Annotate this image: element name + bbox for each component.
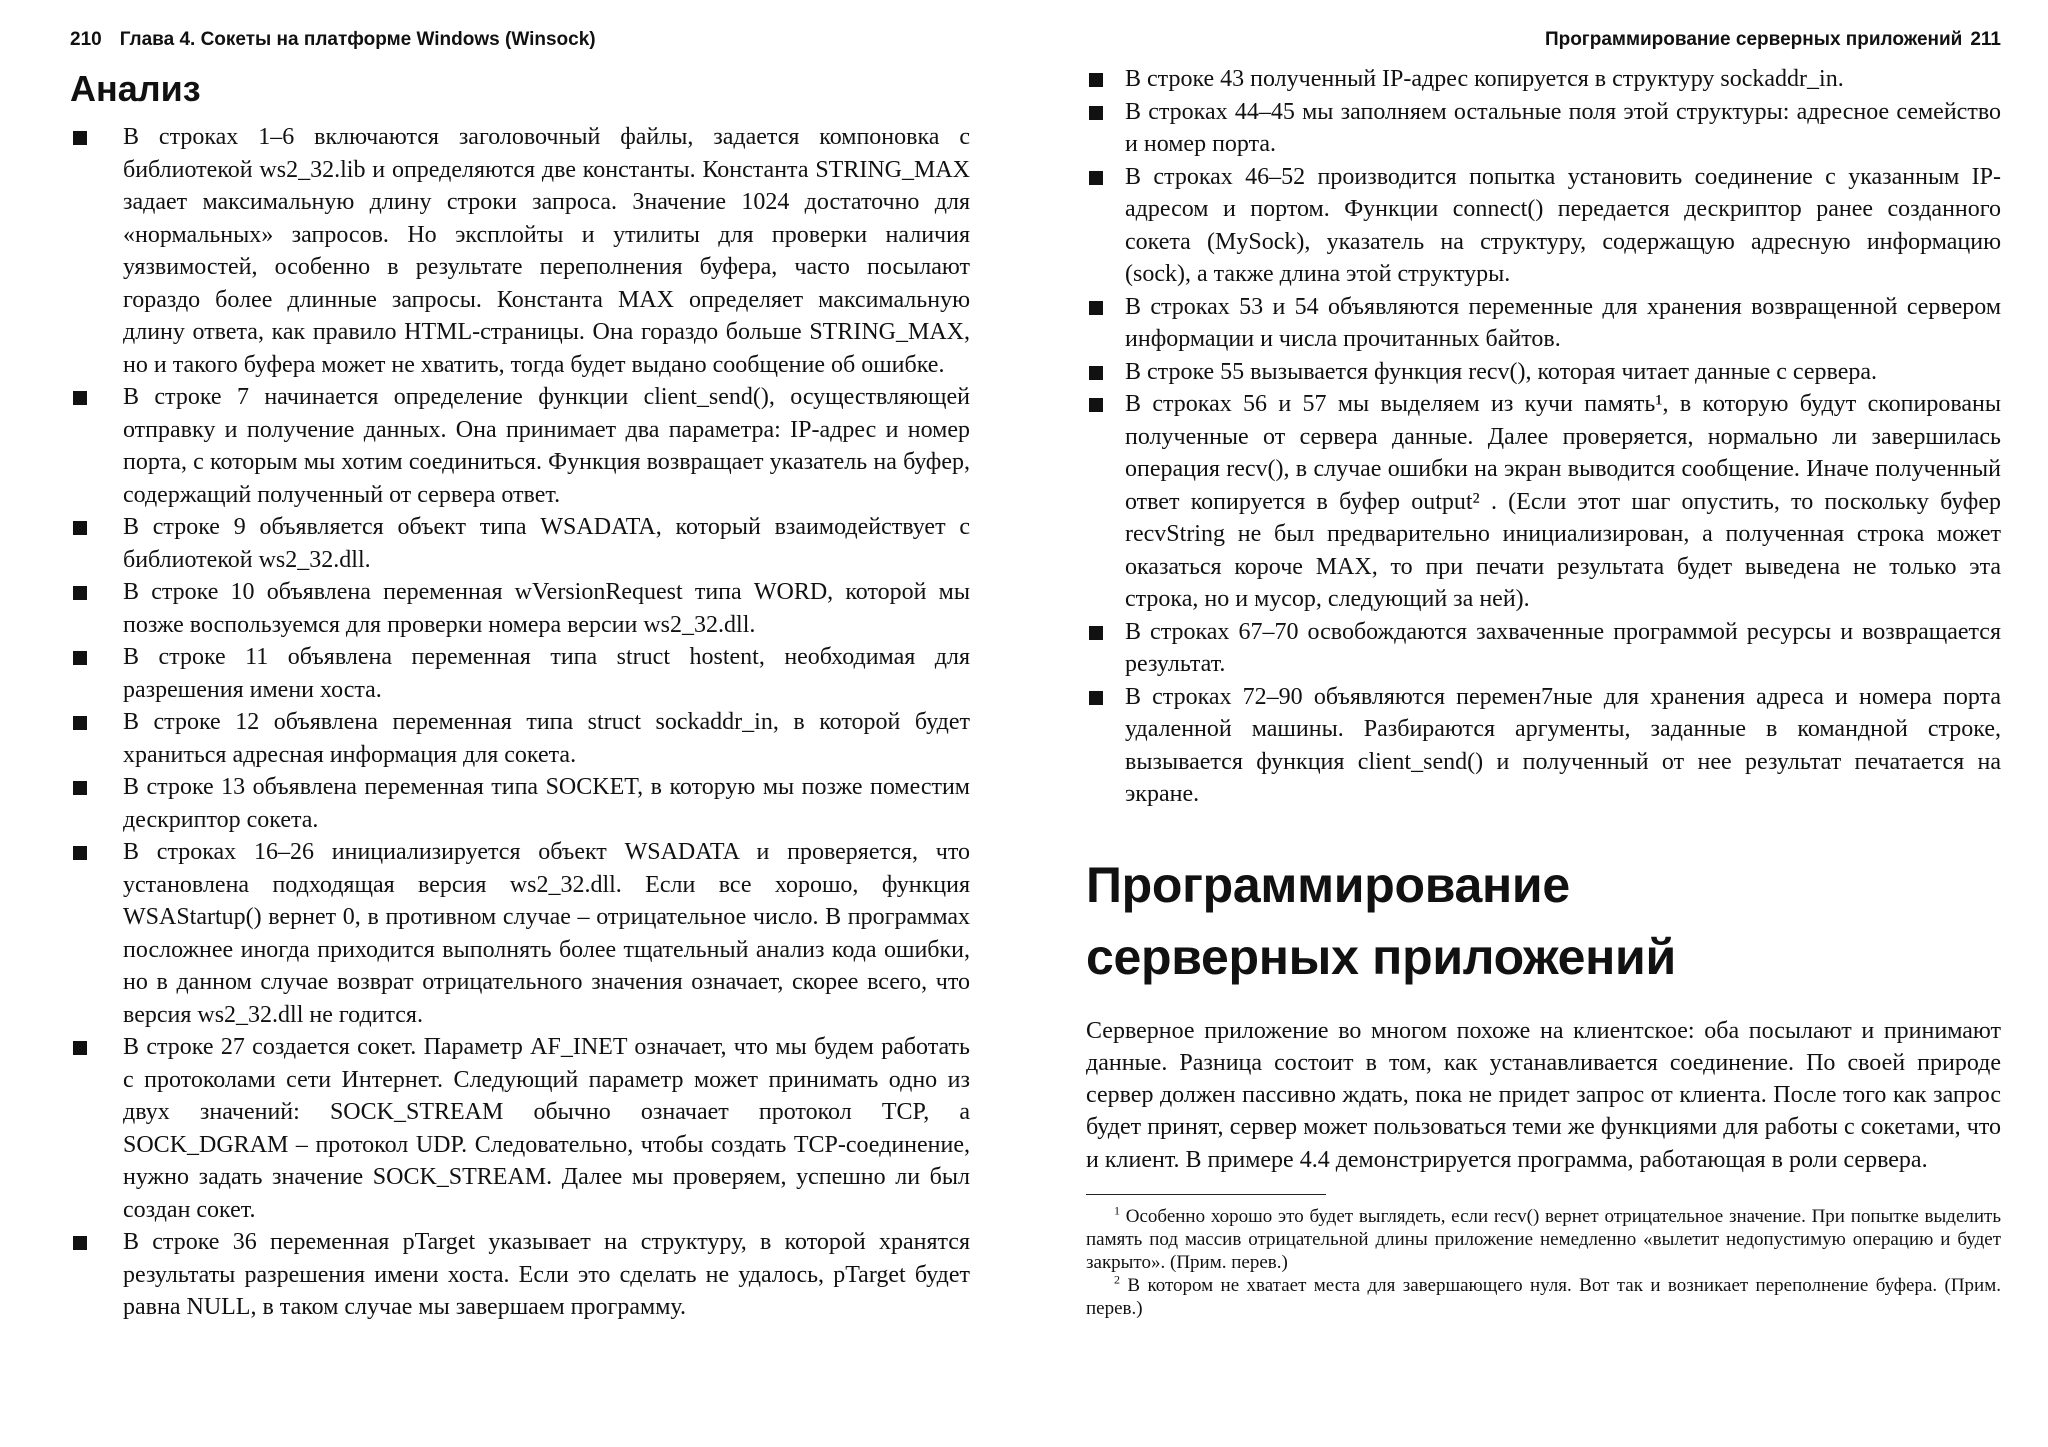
bullet-square-icon (1089, 106, 1103, 120)
list-item (1086, 356, 2001, 389)
list-item-text: В строке 27 создается сокет. Параметр AF_INET означает, что мы будем работать с протоколами сети Интернет. Следующий параметр может принимать одно из двух значений: SOCK_STREAM обычно означает протокол TCP, а SOCK_DGRAM – протокол UDP. Следовательно, чтобы создать TCP-соединение, нужно задать значение SOCK_STREAM. Далее мы проверяем, успешно ли был создан сокет. (123, 1034, 970, 1223)
bullet-square-icon (73, 781, 87, 795)
bullet-square-icon (73, 391, 87, 405)
footnote-mark: 2 (1114, 1272, 1120, 1287)
list-item (1086, 96, 2001, 161)
list-item-text: В строке 7 начинается определение функции client_send(), осуществляющей отправку и получение данных. Она принимает два параметра: IP-адрес и номер порта, с которым мы хотим соединиться. Функция возвращает указатель на буфер, содержащий полученный от сервера ответ. (123, 384, 970, 508)
list-item-text: В строках 72–90 объявляются перемен7ные для хранения адреса и номера порта удаленной машины. Разбираются аргументы, заданные в командной строке, вызывается функция client_send() и полученный от нее результат печатается на экране. (1125, 683, 2001, 807)
list-item (70, 706, 970, 771)
list-item (1086, 161, 2001, 291)
running-header-right (1086, 29, 2001, 57)
bullet-square-icon (73, 1041, 87, 1055)
body-paragraph: Серверное приложение во многом похоже на клиентское: оба посылают и принимают данные. Разница состоит в том, как устанавливается соединение. По своей природе сервер должен пассивно ждать, пока не придет запрос от клиента. После того как запрос будет принят, сервер может пользоваться теми же функциями для работы с сокетами, что и клиент. В примере 4.4 демонстрируется программа, работающая в роли сервера. (1086, 1017, 2001, 1173)
running-header-left (70, 29, 970, 57)
bullet-square-icon (1089, 691, 1103, 705)
footnote-1 (1086, 1205, 2001, 1274)
footnote-text: Особенно хорошо это будет выглядеть, если recv() вернет отрицательное значение. При попытке выделить память под массив отрицательной длины приложение немедленно «вылетит недопустимую операцию и будет закрыто». (Прим. перев.) (1086, 1205, 2002, 1273)
left-page (70, 0, 970, 1447)
list-item (70, 641, 970, 706)
list-item-text: В строке 55 вызывается функция recv(), которая читает данные с сервера. (1125, 358, 1878, 385)
list-item-text: В строках 67–70 освобождаются захваченные программой ресурсы и возвращается результат. (1125, 618, 2001, 677)
bullet-square-icon (73, 651, 87, 665)
bullet-square-icon (1089, 171, 1103, 185)
footnote-mark: 1 (1114, 1203, 1120, 1218)
list-item-text: В строках 56 и 57 мы выделяем из кучи память¹, в которую будут скопированы полученные от сервера данные. Далее проверяется, нормально ли завершилась операция recv(), в случае ошибки на экран выводится сообщение. Иначе полученный ответ копируется в буфер output² . (Если этот шаг опустить, то поскольку буфер recvString не был предварительно инициализирован, а полученная строка может оказаться короче MAX, то при печати результата будет выведена не только эта строка, но и мусор, следующий за ней). (1125, 391, 2001, 612)
bullet-square-icon (73, 716, 87, 730)
chapter-title-line-2: серверных приложений (1086, 928, 1676, 985)
list-item (70, 121, 970, 381)
right-page (1086, 0, 2001, 1447)
right-bullet-list (1086, 63, 2001, 811)
list-item (70, 511, 970, 576)
list-item (70, 576, 970, 641)
bullet-square-icon (1089, 626, 1103, 640)
bullet-square-icon (73, 846, 87, 860)
bullet-square-icon (73, 131, 87, 145)
page-number-right: 211 (1970, 29, 2001, 50)
running-head-text-right: Программирование серверных приложений (1544, 29, 1963, 50)
list-item (70, 1226, 970, 1324)
list-item-text: В строках 16–26 инициализируется объект WSADATA и проверяется, что установлена подходящая версия ws2_32.dll. Если все хорошо, функция WSAStartup() вернет 0, в противном случае – отрицательное число. В программах посложнее иногда приходится выполнять более тщательный анализ кода ошибки, но в данном случае возврат отрицательного значения означает, скорее всего, что версия ws2_32.dll не годится. (123, 839, 970, 1028)
list-item-text: В строке 13 объявлена переменная типа SOCKET, в которую мы позже поместим дескриптор сокета. (123, 774, 970, 833)
bullet-square-icon (1089, 301, 1103, 315)
bullet-square-icon (1089, 73, 1103, 87)
page-number-left: 210 (70, 29, 102, 50)
list-item-text: В строке 11 объявлена переменная типа struct hostent, необходимая для разрешения имени хоста. (123, 644, 970, 703)
list-item-text: В строке 12 объявлена переменная типа struct sockaddr_in, в которой будет храниться адресная информация для сокета. (123, 709, 970, 768)
chapter-section-title (1086, 849, 2001, 993)
bullet-square-icon (73, 586, 87, 600)
list-item (1086, 63, 2001, 96)
bullet-square-icon (1089, 366, 1103, 380)
left-bullet-list (70, 121, 970, 1324)
footnote-text: В котором не хватает места для завершающего нуля. Вот так и возникает переполнение буфера. (Прим. перев.) (1086, 1274, 2001, 1319)
list-item (70, 381, 970, 511)
list-item-text: В строках 44–45 мы заполняем остальные поля этой структуры: адресное семейство и номер порта. (1125, 98, 2001, 157)
running-head-text-left: Глава 4. Сокеты на платформе Windows (Winsock) (119, 29, 596, 50)
list-item-text: В строке 10 объявлена переменная wVersionRequest типа WORD, которой мы позже воспользуемся для проверки номера версии ws2_32.dll. (123, 579, 970, 638)
list-item-text: В строке 36 переменная pTarget указывает на структуру, в которой хранятся результаты разрешения имени хоста. Если это сделать не удалось, pTarget будет равна NULL, в таком случае мы завершаем программу. (123, 1229, 970, 1320)
footnote-2 (1086, 1274, 2001, 1320)
list-item-text: В строках 46–52 производится попытка установить соединение с указанным IP-адресом и портом. Функции connect() передается дескриптор ранее созданного сокета (MySock), указатель на структуру, содержащую адресную информацию (sock), а также длина этой структуры. (1125, 163, 2001, 287)
list-item (1086, 388, 2001, 616)
list-item (1086, 616, 2001, 681)
bullet-square-icon (73, 1236, 87, 1250)
bullet-square-icon (1089, 398, 1103, 412)
list-item (70, 1031, 970, 1226)
list-item (70, 836, 970, 1031)
list-item-text: В строках 53 и 54 объявляются переменные для хранения возвращенной сервером информации и числа прочитанных байтов. (1125, 293, 2001, 352)
list-item-text: В строке 43 полученный IP-адрес копируется в структуру sockaddr_in. (1125, 66, 1844, 92)
chapter-title-line-1: Программирование (1086, 856, 1570, 913)
list-item (1086, 681, 2001, 811)
list-item-text: В строке 9 объявляется объект типа WSADATA, который взаимодействует с библиотекой ws2_32.dll. (123, 514, 970, 573)
list-item-text: В строках 1–6 включаются заголовочный файлы, задается компоновка с библиотекой ws2_32.lib и определяются две константы. Константа STRING_MAX задает максимальную длину строки запроса. Значение 1024 достаточно для «нормальных» запросов. Но эксплойты и утилиты для проверки наличия уязвимостей, особенно в результате переполнения буфера, часто посылают гораздо более длинные запросы. Константа MAX определяет максимальную длину ответа, как правило HTML-страницы. Она гораздо больше STRING_MAX, но и такого буфера может не хватить, тогда будет выдано сообщение об ошибке. (123, 124, 970, 378)
section-title: Анализ (70, 68, 201, 109)
list-item (70, 771, 970, 836)
footnote-divider (1086, 1194, 1326, 1195)
bullet-square-icon (73, 521, 87, 535)
list-item (1086, 291, 2001, 356)
